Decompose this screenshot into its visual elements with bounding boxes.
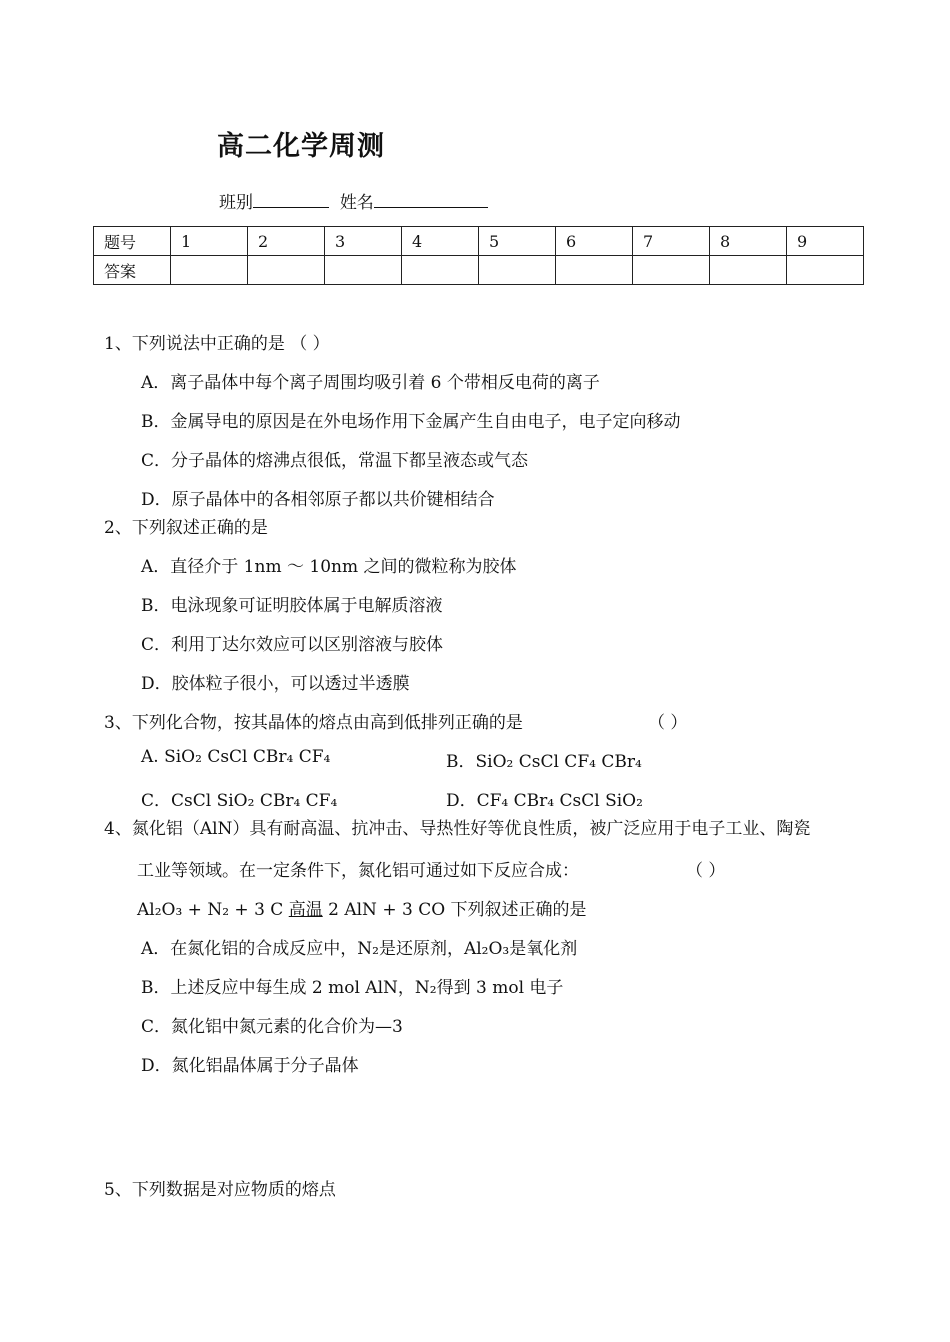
answer-cell[interactable] (171, 256, 248, 285)
answer-cell[interactable] (248, 256, 325, 285)
question-1-stem: 1、下列说法中正确的是 （ ） (104, 334, 330, 354)
question-1-option-c: C．分子晶体的熔沸点很低，常温下都呈液态或气态 (141, 451, 529, 471)
question-1-option-d: D．原子晶体中的各相邻原子都以共价键相结合 (141, 490, 495, 510)
table-cell-number: 8 (710, 227, 787, 256)
page-title: 高二化学周测 (217, 131, 385, 162)
question-3-stem: 3、下列化合物，按其晶体的熔点由高到低排列正确的是 (104, 713, 523, 733)
answer-cell[interactable] (556, 256, 633, 285)
question-4-stem-line2: 工业等领域。在一定条件下，氮化铝可通过如下反应合成： (137, 861, 579, 881)
answer-cell[interactable] (710, 256, 787, 285)
table-cell-number: 4 (402, 227, 479, 256)
student-info-line (219, 188, 488, 213)
table-header-number: 题号 (94, 227, 171, 256)
table-cell-number: 3 (325, 227, 402, 256)
table-cell-number: 9 (787, 227, 864, 256)
equation-reactants: Al₂O₃ + N₂ + 3 C (137, 900, 289, 920)
answer-cell[interactable] (633, 256, 710, 285)
question-4-option-a: A．在氮化铝的合成反应中，N₂是还原剂，Al₂O₃是氧化剂 (141, 939, 578, 959)
question-4-option-b: B．上述反应中每生成 2 mol AlN，N₂得到 3 mol 电子 (141, 978, 564, 998)
question-4-equation (137, 895, 587, 920)
table-header-answer: 答案 (94, 256, 171, 285)
answer-cell[interactable] (787, 256, 864, 285)
question-1-option-b: B．金属导电的原因是在外电场作用下金属产生自由电子，电子定向移动 (141, 412, 681, 432)
question-2-option-b: B．电泳现象可证明胶体属于电解质溶液 (141, 596, 443, 616)
name-blank (374, 191, 488, 208)
table-cell-number: 1 (171, 227, 248, 256)
answer-table (93, 226, 864, 285)
question-2-option-d: D．胶体粒子很小，可以透过半透膜 (141, 674, 410, 694)
question-3-option-b: B．SiO₂ CsCl CF₄ CBr₄ (446, 752, 642, 772)
question-5-stem: 5、下列数据是对应物质的熔点 (104, 1180, 336, 1200)
name-label: 姓名 (339, 193, 374, 213)
question-2-stem: 2、下列叙述正确的是 (104, 518, 268, 538)
class-blank (253, 191, 329, 208)
question-4-option-c: C．氮化铝中氮元素的化合价为—3 (141, 1017, 403, 1037)
class-label: 班别 (219, 193, 253, 213)
answer-table-number-row (94, 227, 864, 256)
table-cell-number: 6 (556, 227, 633, 256)
question-2-option-c: C．利用丁达尔效应可以区别溶液与胶体 (141, 635, 444, 655)
equation-condition: 高温 (288, 900, 323, 920)
question-3-answer-paren: （ ） (648, 713, 688, 733)
question-2-option-a: A．直径介于 1nm ～ 10nm 之间的微粒称为胶体 (141, 557, 517, 577)
answer-table-answer-row (94, 256, 864, 285)
question-3-option-d: D．CF₄ CBr₄ CsCl SiO₂ (446, 791, 643, 811)
question-3-option-a: A. SiO₂ CsCl CBr₄ CF₄ (141, 747, 331, 767)
answer-cell[interactable] (325, 256, 402, 285)
answer-cell[interactable] (402, 256, 479, 285)
answer-cell[interactable] (479, 256, 556, 285)
table-cell-number: 2 (248, 227, 325, 256)
question-3-option-c: C．CsCl SiO₂ CBr₄ CF₄ (141, 791, 338, 811)
question-4-stem-line1: 4、氮化铝（AlN）具有耐高温、抗冲击、导热性好等优良性质，被广泛应用于电子工业、陶瓷 (104, 819, 811, 839)
question-4-answer-paren: （ ） (686, 861, 726, 881)
question-4-option-d: D．氮化铝晶体属于分子晶体 (141, 1056, 359, 1076)
equation-products: 2 AlN + 3 CO 下列叙述正确的是 (322, 900, 587, 920)
question-1-option-a: A．离子晶体中每个离子周围均吸引着 6 个带相反电荷的离子 (141, 373, 600, 393)
table-cell-number: 5 (479, 227, 556, 256)
table-cell-number: 7 (633, 227, 710, 256)
